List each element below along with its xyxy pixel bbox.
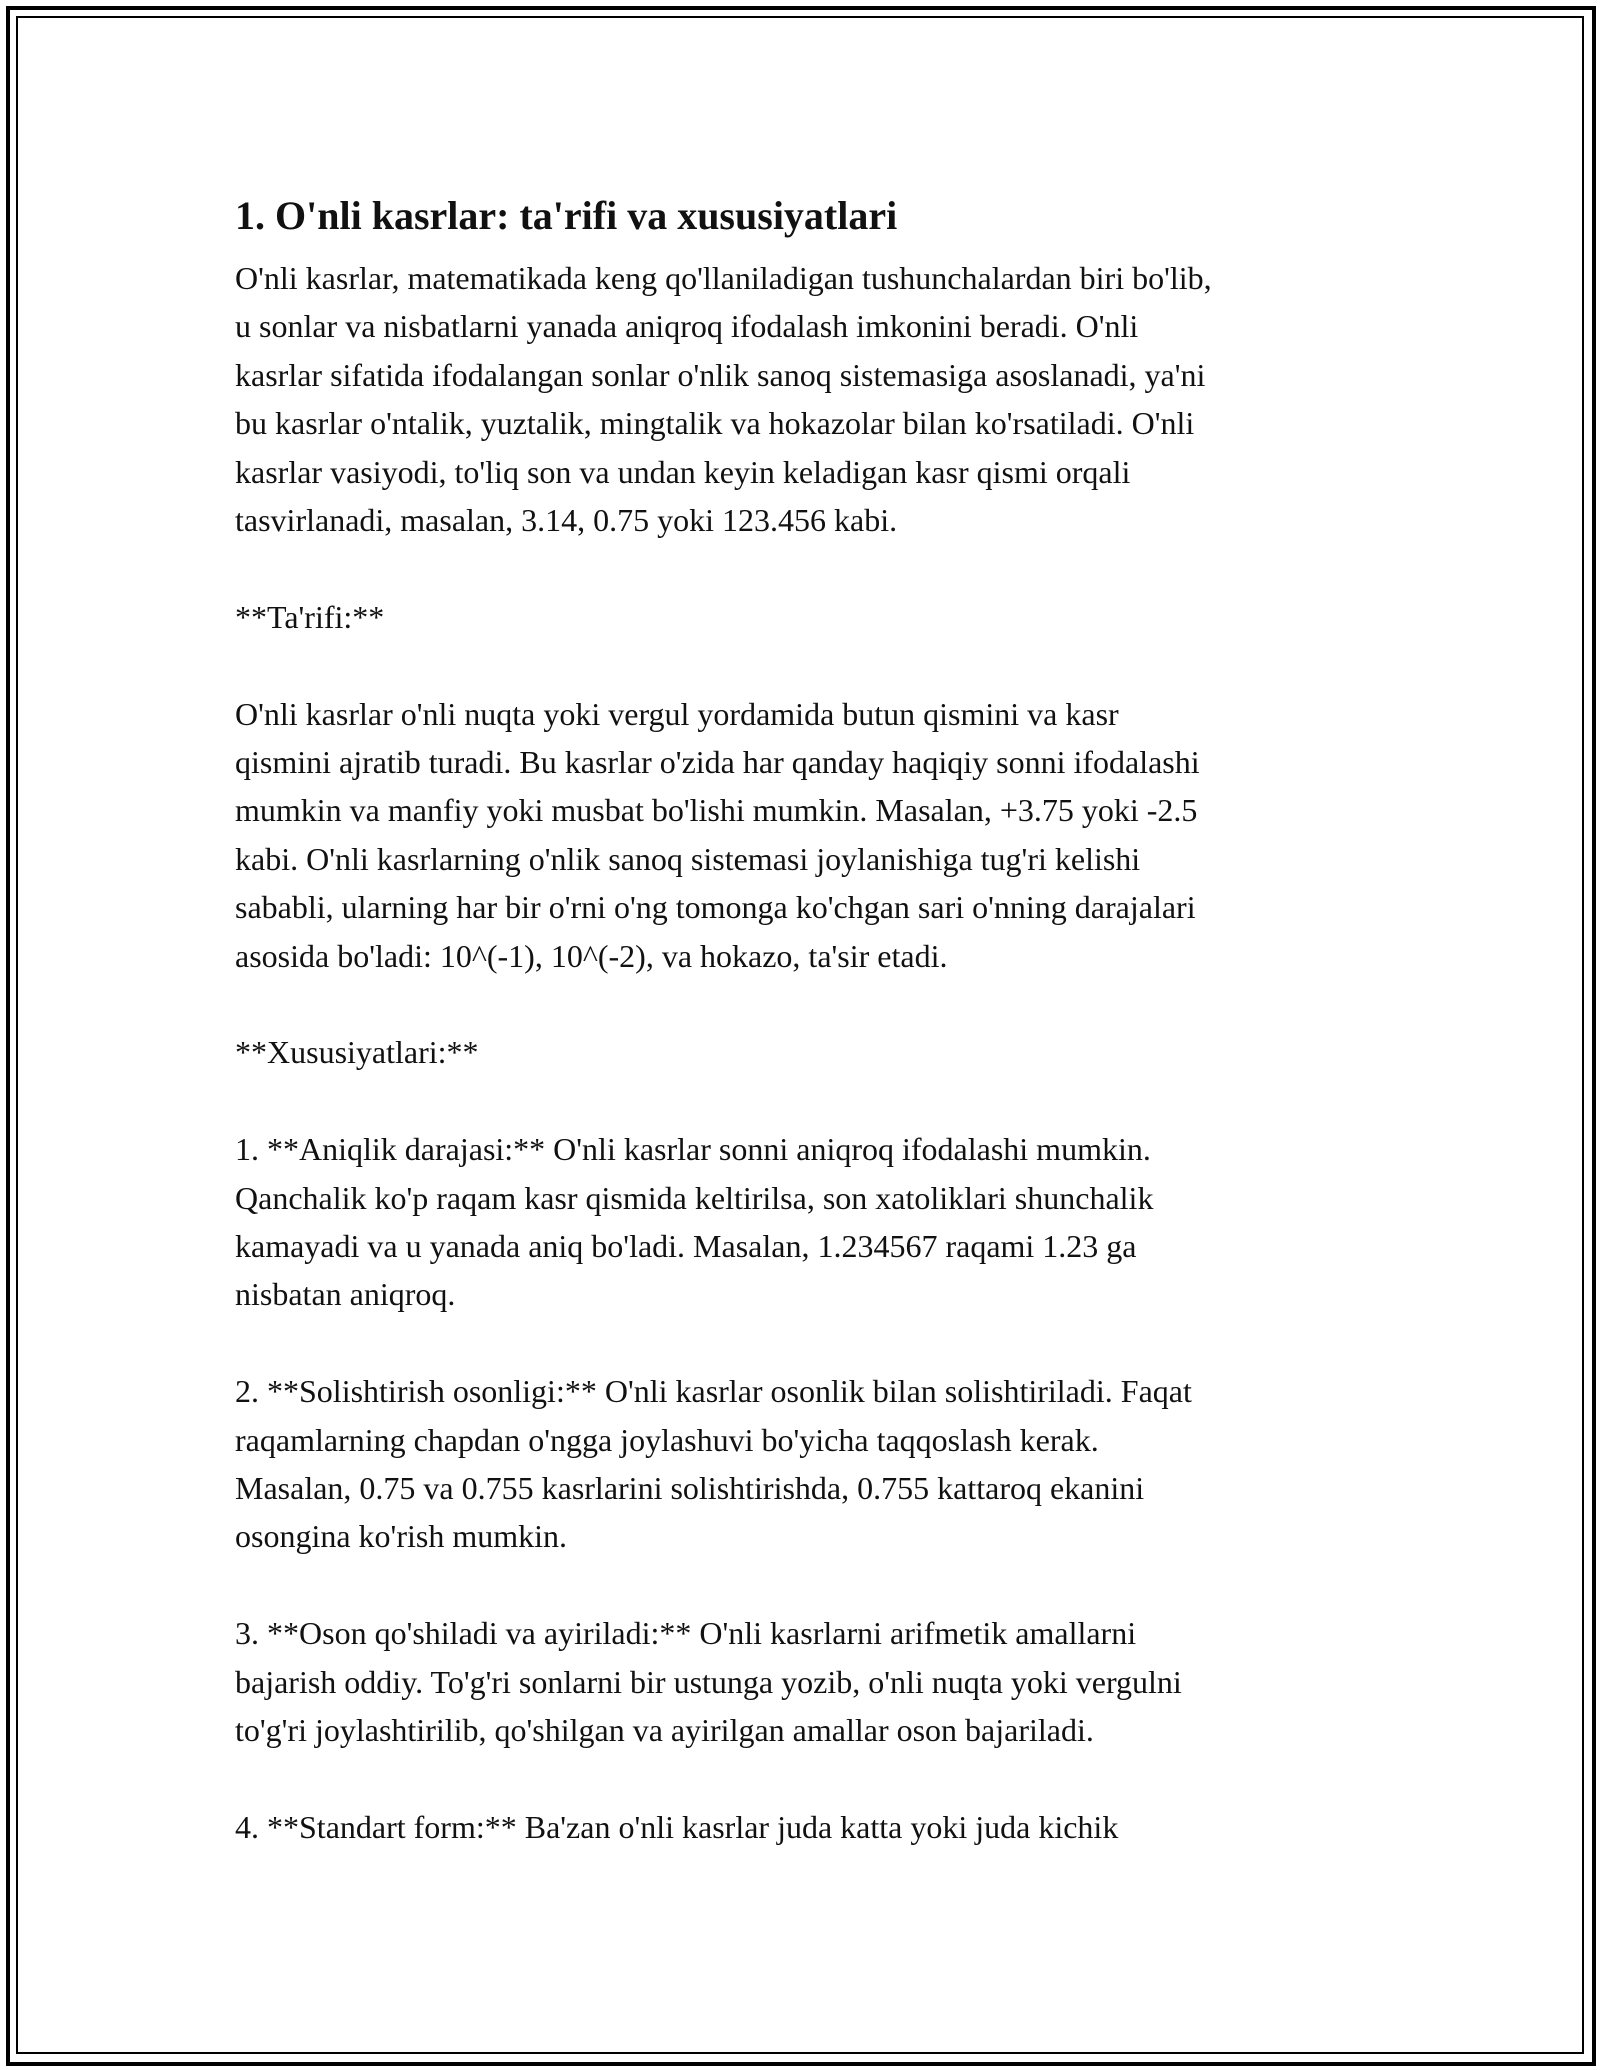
text-line: **Ta'rifi:** <box>235 598 385 635</box>
subheading-xususiyatlari <box>235 1028 1385 1076</box>
text-line: kasrlar vasiyodi, to'liq son va undan keyin keladigan kasr qismi orqali <box>235 453 1131 490</box>
list-item-3 <box>235 1609 1385 1754</box>
list-item-4 <box>235 1803 1385 1851</box>
document-body <box>235 188 1385 1900</box>
text-line: u sonlar va nisbatlarni yanada aniqroq ifodalash imkonini beradi. O'nli <box>235 308 1139 345</box>
text-line: kamayadi va u yanada aniq bo'ladi. Masalan, 1.234567 raqami 1.23 ga <box>235 1228 1137 1265</box>
text-line: kasrlar sifatida ifodalangan sonlar o'nlik sanoq sistemasiga asoslanadi, ya'ni <box>235 356 1206 393</box>
text-line: 4. **Standart form:** Ba'zan o'nli kasrlar juda katta yoki juda kichik <box>235 1808 1119 1845</box>
text-line: mumkin va manfiy yoki musbat bo'lishi mumkin. Masalan, +3.75 yoki -2.5 <box>235 792 1198 829</box>
text-line: bajarish oddiy. To'g'ri sonlarni bir ustunga yozib, o'nli nuqta yoki vergulni <box>235 1663 1182 1700</box>
paragraph-intro <box>235 254 1385 544</box>
section-heading: 1. O'nli kasrlar: ta'rifi va xususiyatlari <box>235 193 898 238</box>
text-line: osongina ko'rish mumkin. <box>235 1518 567 1555</box>
text-line: to'g'ri joylashtirilib, qo'shilgan va ayirilgan amallar oson bajariladi. <box>235 1712 1094 1749</box>
text-line: qismini ajratib turadi. Bu kasrlar o'zida har qanday haqiqiy sonni ifodalashi <box>235 744 1200 781</box>
list-item-1 <box>235 1125 1385 1319</box>
subheading-tarifi <box>235 593 1385 641</box>
text-line: O'nli kasrlar o'nli nuqta yoki vergul yordamida butun qismini va kasr <box>235 695 1119 732</box>
text-line: bu kasrlar o'ntalik, yuztalik, mingtalik va hokazolar bilan ko'rsatiladi. O'nli <box>235 405 1195 442</box>
text-line: Masalan, 0.75 va 0.755 kasrlarini solishtirishda, 0.755 kattaroq ekanini <box>235 1470 1145 1507</box>
text-line: **Xususiyatlari:** <box>235 1034 479 1071</box>
text-line: 3. **Oson qo'shiladi va ayiriladi:** O'nli kasrlarni arifmetik amallarni <box>235 1615 1137 1652</box>
text-line: 1. **Aniqlik darajasi:** O'nli kasrlar sonni aniqroq ifodalashi mumkin. <box>235 1131 1151 1168</box>
text-line: Qanchalik ko'p raqam kasr qismida keltirilsa, son xatoliklari shunchalik <box>235 1179 1154 1216</box>
text-line: kabi. O'nli kasrlarning o'nlik sanoq sistemasi joylanishiga tug'ri kelishi <box>235 840 1141 877</box>
paragraph-definition <box>235 690 1385 980</box>
text-line: raqamlarning chapdan o'ngga joylashuvi bo'yicha taqqoslash kerak. <box>235 1421 1099 1458</box>
text-line: O'nli kasrlar, matematikada keng qo'llaniladigan tushunchalardan biri bo'lib, <box>235 260 1212 296</box>
text-line: 2. **Solishtirish osonligi:** O'nli kasrlar osonlik bilan solishtiriladi. Faqat <box>235 1373 1192 1410</box>
list-item-2 <box>235 1367 1385 1561</box>
text-line: nisbatan aniqroq. <box>235 1276 456 1313</box>
text-line: tasvirlanadi, masalan, 3.14, 0.75 yoki 123.456 kabi. <box>235 502 898 539</box>
text-line: sababli, ularning har bir o'rni o'ng tomonga ko'chgan sari o'nning darajalari <box>235 889 1196 926</box>
text-line: asosida bo'ladi: 10^(-1), 10^(-2), va hokazo, ta'sir etadi. <box>235 937 948 974</box>
